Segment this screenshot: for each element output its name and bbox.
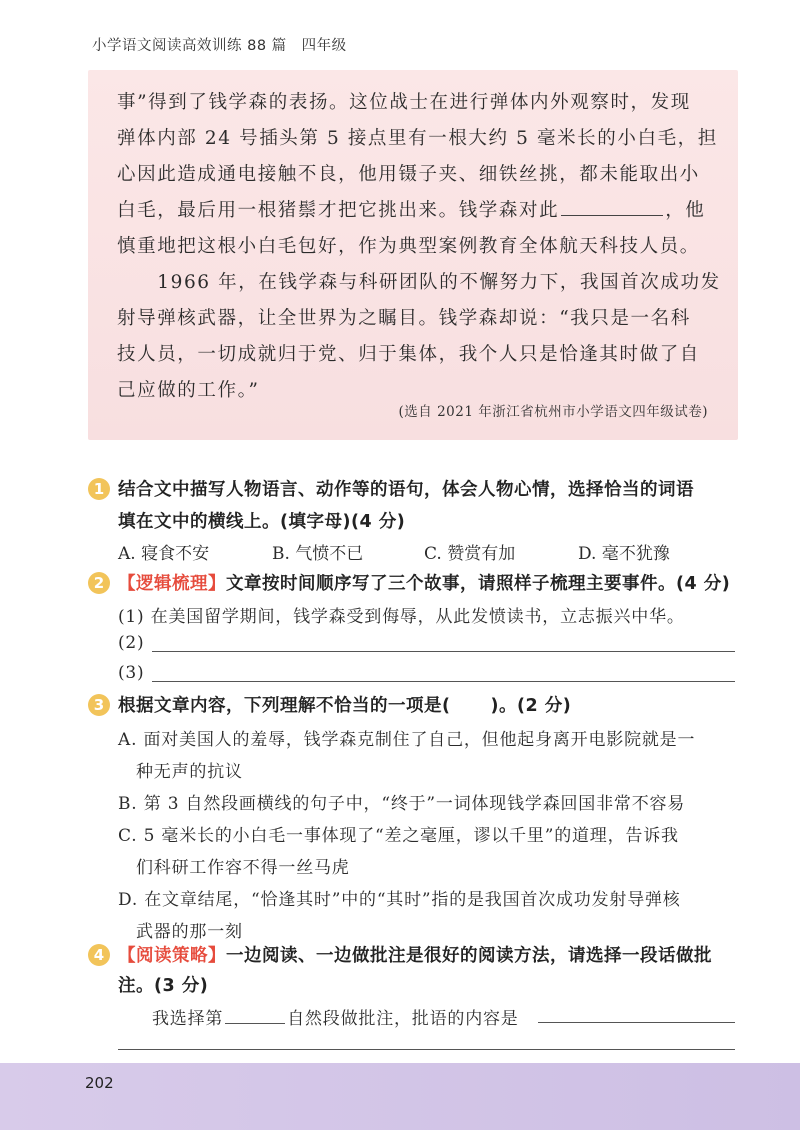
question-3-option-c-line-1[interactable]: C. 5 毫米长的小白毛一事体现了“差之毫厘，谬以千里”的道理，告诉我 (118, 826, 679, 846)
passage-line-1: 事”得到了钱学森的表扬。这位战士在进行弹体内外观察时，发现 (117, 92, 691, 113)
question-2-item-3-answer-line[interactable] (152, 681, 735, 682)
question-3-option-d-line-1[interactable]: D. 在文章结尾，“恰逢其时”中的“其时”指的是我国首次成功发射导弹核 (118, 890, 681, 910)
question-1-option-c[interactable]: C. 赞赏有加 (424, 544, 516, 564)
question-4-tag: 【阅读策略】 (118, 946, 226, 966)
passage-line-9: 己应做的工作。” (117, 380, 260, 401)
passage-source: (选自 2021 年浙江省杭州市小学语文四年级试卷) (398, 404, 708, 420)
question-4-fill-a: 我选择第 (152, 1009, 224, 1029)
page-number: 202 (85, 1074, 114, 1092)
question-2-item-3-label: (3) (118, 663, 145, 683)
question-4-line-2: 注。(3 分) (118, 976, 209, 996)
question-2-badge: 2 (88, 572, 110, 594)
passage-line-4 (117, 196, 705, 222)
book-header: 小学语文阅读高效训练 88 篇 四年级 (92, 38, 347, 54)
question-2-item-1: (1) 在美国留学期间，钱学森受到侮辱，从此发愤读书，立志振兴中华。 (118, 607, 685, 627)
passage-line-7: 射导弹核武器，让全世界为之瞩目。钱学森却说：“我只是一名科 (117, 308, 691, 329)
question-2-line (118, 570, 730, 595)
question-4-line-1 (118, 942, 712, 967)
question-3-text-before: 根据文章内容，下列理解不恰当的一项是( (118, 696, 451, 716)
question-3-badge: 3 (88, 694, 110, 716)
question-3-option-a-line-1[interactable]: A. 面对美国人的羞辱，钱学森克制住了自己，但他起身离开电影院就是一 (118, 730, 696, 750)
question-4-paragraph-blank[interactable] (225, 1006, 285, 1024)
passage-line-8: 技人员，一切成就归于党、归于集体，我个人只是恰逢其时做了自 (117, 344, 700, 365)
question-1-badge: 1 (88, 478, 110, 500)
question-4-fill-line (152, 1004, 519, 1029)
passage-line-3: 心因此造成通电接触不良，他用镊子夹、细铁丝挑，都未能取出小 (117, 164, 700, 185)
question-2-item-2-label: (2) (118, 633, 145, 653)
question-1-line-1: 结合文中描写人物语言、动作等的语句，体会人物心情，选择恰当的词语 (118, 480, 694, 500)
question-1-option-a[interactable]: A. 寝食不安 (118, 544, 210, 564)
question-3-line (118, 692, 571, 717)
question-1-option-d[interactable]: D. 毫不犹豫 (578, 544, 670, 564)
question-4-text: 一边阅读、一边做批注是很好的阅读方法，请选择一段话做批 (226, 946, 712, 966)
question-2-tag: 【逻辑梳理】 (118, 574, 226, 594)
question-1-line-2: 填在文中的横线上。(填字母)(4 分) (118, 512, 406, 532)
footer-band (0, 1063, 800, 1130)
question-4-answer-line[interactable] (118, 1049, 735, 1050)
question-3-option-b[interactable]: B. 第 3 自然段画横线的句子中，“终于”一词体现钱学森回国非常不容易 (118, 794, 686, 814)
passage-line-5: 慎重地把这根小白毛包好，作为典型案例教育全体航天科技人员。 (117, 236, 700, 257)
question-1-option-b[interactable]: B. 气愤不已 (272, 544, 364, 564)
question-4-badge: 4 (88, 944, 110, 966)
question-3-option-c-line-2: 们科研工作容不得一丝马虎 (136, 858, 350, 878)
question-4-fill-b: 自然段做批注，批语的内容是 (287, 1009, 519, 1029)
passage-line-6: 1966 年，在钱学森与科研团队的不懈努力下，我国首次成功发 (117, 272, 721, 293)
question-2-text: 文章按时间顺序写了三个故事，请照样子梳理主要事件。(4 分) (226, 574, 731, 594)
question-3-text-after: )。(2 分) (490, 696, 572, 716)
question-3-option-a-line-2: 种无声的抗议 (136, 762, 243, 782)
question-4-annotation-blank[interactable] (538, 1022, 735, 1023)
passage-line-4-text: 白毛，最后用一根猪鬃才把它挑出来。钱学森对此 (117, 200, 560, 221)
question-2-item-2-answer-line[interactable] (152, 651, 735, 652)
passage-line-4-tail: ，他 (665, 200, 706, 221)
passage-line-2: 弹体内部 24 号插头第 5 接点里有一根大约 5 毫米长的小白毛，担 (117, 128, 718, 149)
question-3-option-d-line-2: 武器的那一刻 (136, 922, 243, 942)
passage-answer-blank[interactable] (561, 198, 663, 216)
